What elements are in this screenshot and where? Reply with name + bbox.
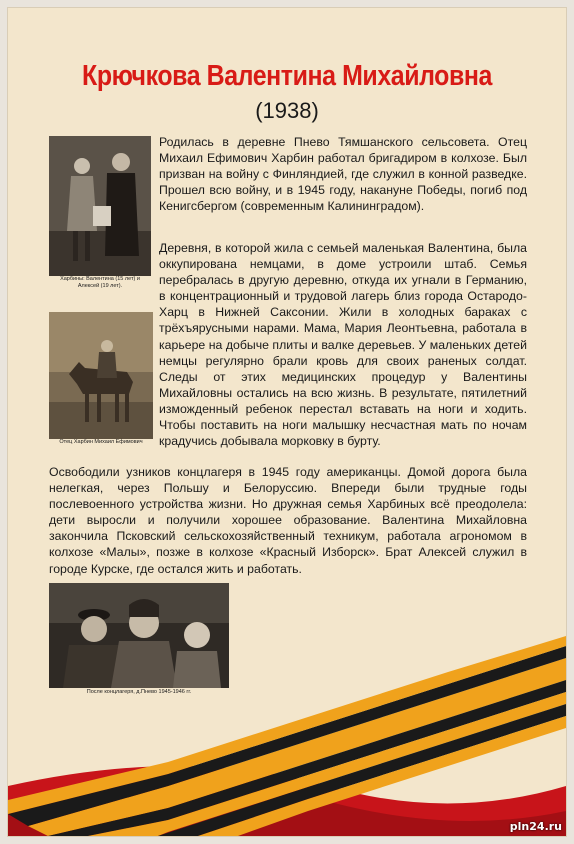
siblings-image xyxy=(49,136,151,276)
paragraph-occupation: Деревня, в которой жила с семьей маленькая Валентина, была оккупирована немцами, в доме устроили штаб. Семья перебралась в другую деревню, откуда их угнали в Германию, в концентрационный и трудовой лагерь близ города Остародо-Харц в Нижней Саксонии. Жили в холодных бараках с трёхъярусными нарами. Мама, Мария Леонтьевна, работала в карьере на добыче плиты и валке деревьев. У маленьких детей немцы регулярно брали кровь для своих раненых солдат. Следы от этих медицинских процедур у Валентины Михайловны остались на всю жизнь. В результате, пятилетний изможденный ребенок перестал вставать на ноги и ходить. Чтобы поставить на ноги малышку несчастная мать по ночам крадучись добывала морковку в бурту. xyxy=(159,241,527,449)
birth-year: (1938) xyxy=(255,98,319,123)
caption-father: Отец Харбин Михаил Ефимович xyxy=(59,439,143,445)
photo-father xyxy=(49,312,153,439)
father-image xyxy=(49,312,153,439)
memorial-poster xyxy=(8,8,566,836)
person-name: Крючкова Валентина Михайловна xyxy=(82,60,492,92)
paragraph-liberation: Освободили узников концлагеря в 1945 году американцы. Домой дорога была нелегкая, через Польшу и Белоруссию. Впереди были трудные годы послевоенного устройства жизни. Но дружная семья Харбиных всё преодолела: дети выросли и получили хорошее образование. Валентина Михайловна закончила Псковский сельскохозяйственный техникум, работала агрономом в колхозе «Малы», позже в колхозе «Красный Изборск». Брат Алексей служил в городе Курске, где остался жить и работать. xyxy=(49,465,527,576)
st-george-ribbon xyxy=(8,636,566,836)
watermark: pln24.ru xyxy=(509,820,562,833)
photo-siblings xyxy=(49,136,151,276)
paragraph-father: Родилась в деревне Пнево Тямшанского сельсовета. Отец Михаил Ефимович Харбин работал бригадиром в колхозе. Был призван на войну с Финляндией, где служил в конной разведке. Прошел всю войну, и в 1945 году, накануне Победы, погиб под Кенигсбергом (современным Калининградом). xyxy=(159,135,527,214)
caption-family: После концлагеря, д.Пнево 1945-1946 гг. xyxy=(86,689,192,695)
caption-siblings: Харбины: Валентина (15 лет) и Алексей (19 лет). xyxy=(60,276,140,289)
